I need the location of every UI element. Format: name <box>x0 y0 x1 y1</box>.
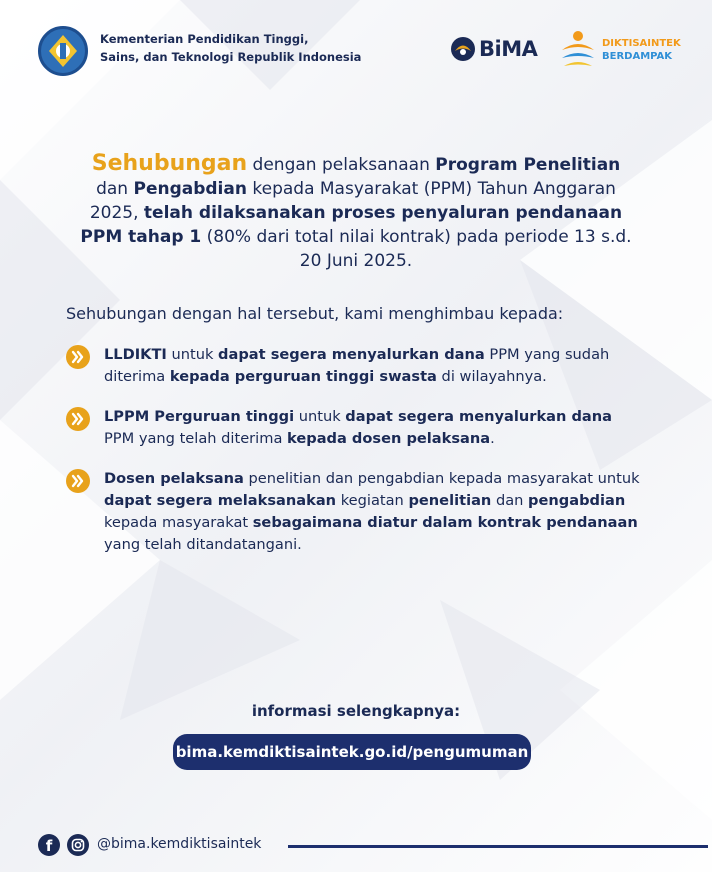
double-chevron-icon <box>66 469 90 493</box>
list-item-bold: LLDIKTI <box>104 346 167 363</box>
list-item-text: yang telah ditandatangani. <box>104 536 302 553</box>
ministry-name-line2: Sains, dan Teknologi Republik Indonesia <box>100 50 362 64</box>
bima-wordmark: BiMA <box>479 37 538 61</box>
list-item-text: PPM yang telah diterima <box>104 430 288 447</box>
list-item <box>66 406 624 450</box>
list-item-text: . <box>490 430 495 447</box>
intro-highlight: Sehubungan <box>91 151 248 176</box>
announcement-link[interactable]: bima.kemdiktisaintek.go.id/pengumuman <box>173 734 531 770</box>
list-item-text: kegiatan <box>336 492 409 509</box>
intro-paragraph <box>80 152 632 273</box>
footer-divider <box>288 845 708 848</box>
header <box>38 26 682 76</box>
intro-bold: Pengabdian <box>133 179 247 199</box>
diktisaintek-mark-icon <box>558 28 598 72</box>
list-item-bold: kepada perguruan tinggi swasta <box>169 368 437 385</box>
list-item-bold: dapat segera menyalurkan dana <box>345 408 612 425</box>
diktisaintek-line1: DIKTISAINTEK <box>602 38 681 49</box>
list-item <box>66 468 644 556</box>
intro-text: dengan pelaksanaan <box>247 155 436 175</box>
list-item-bold: Dosen pelaksana <box>104 470 244 487</box>
intro-text: kepada Masyarakat (PPM) Tahun Anggaran 2025, <box>89 179 616 223</box>
diktisaintek-line2: BERDAMPAK <box>602 51 673 62</box>
list-item-text: kepada masyarakat <box>104 514 253 531</box>
intro-bold: telah dilaksanakan proses penyaluran pendanaan PPM tahap 1 <box>80 203 623 247</box>
list-item-text: di wilayahnya. <box>436 368 547 385</box>
list-item-bold: kepada dosen pelaksana <box>287 430 491 447</box>
list-item-bold: LPPM Perguruan tinggi <box>104 408 295 425</box>
diktisaintek-logo <box>558 28 681 72</box>
ministry-name <box>100 30 370 66</box>
list-item-text: PPM yang sudah diterima <box>104 346 610 385</box>
ministry-name-line1: Kementerian Pendidikan Tinggi, <box>100 32 309 46</box>
intro-bold: Program Penelitian <box>435 155 621 175</box>
bima-mark-icon <box>450 36 476 62</box>
list-item-bold: penelitian <box>408 492 492 509</box>
double-chevron-icon <box>66 345 90 369</box>
list-item-text: penelitian dan pengabdian kepada masyarakat untuk <box>243 470 640 487</box>
list-item-text: dan <box>491 492 529 509</box>
facebook-icon[interactable]: f <box>38 834 60 856</box>
double-chevron-icon <box>66 407 90 431</box>
list-item-bold: sebagaimana diatur dalam kontrak pendanaan <box>252 514 638 531</box>
social-handle: @bima.kemdiktisaintek <box>97 836 262 852</box>
more-info-label: informasi selengkapnya: <box>251 702 461 720</box>
list-item-text: untuk <box>294 408 346 425</box>
instagram-icon[interactable] <box>67 834 89 856</box>
intro-text: dan <box>96 179 134 199</box>
footer <box>38 834 698 858</box>
ministry-logo-icon <box>38 26 88 76</box>
list-item-bold: dapat segera menyalurkan dana <box>218 346 485 363</box>
intro-text: (80% dari total nilai kontrak) pada periode 13 s.d. 20 Juni 2025. <box>201 227 632 271</box>
lead-sentence: Sehubungan dengan hal tersebut, kami menghimbau kepada: <box>66 304 564 323</box>
list-item-text: untuk <box>166 346 219 363</box>
list-item-bold: dapat segera melaksanakan <box>104 492 337 509</box>
bima-logo <box>450 36 537 62</box>
list-item <box>66 344 624 388</box>
list-item-bold: pengabdian <box>528 492 626 509</box>
